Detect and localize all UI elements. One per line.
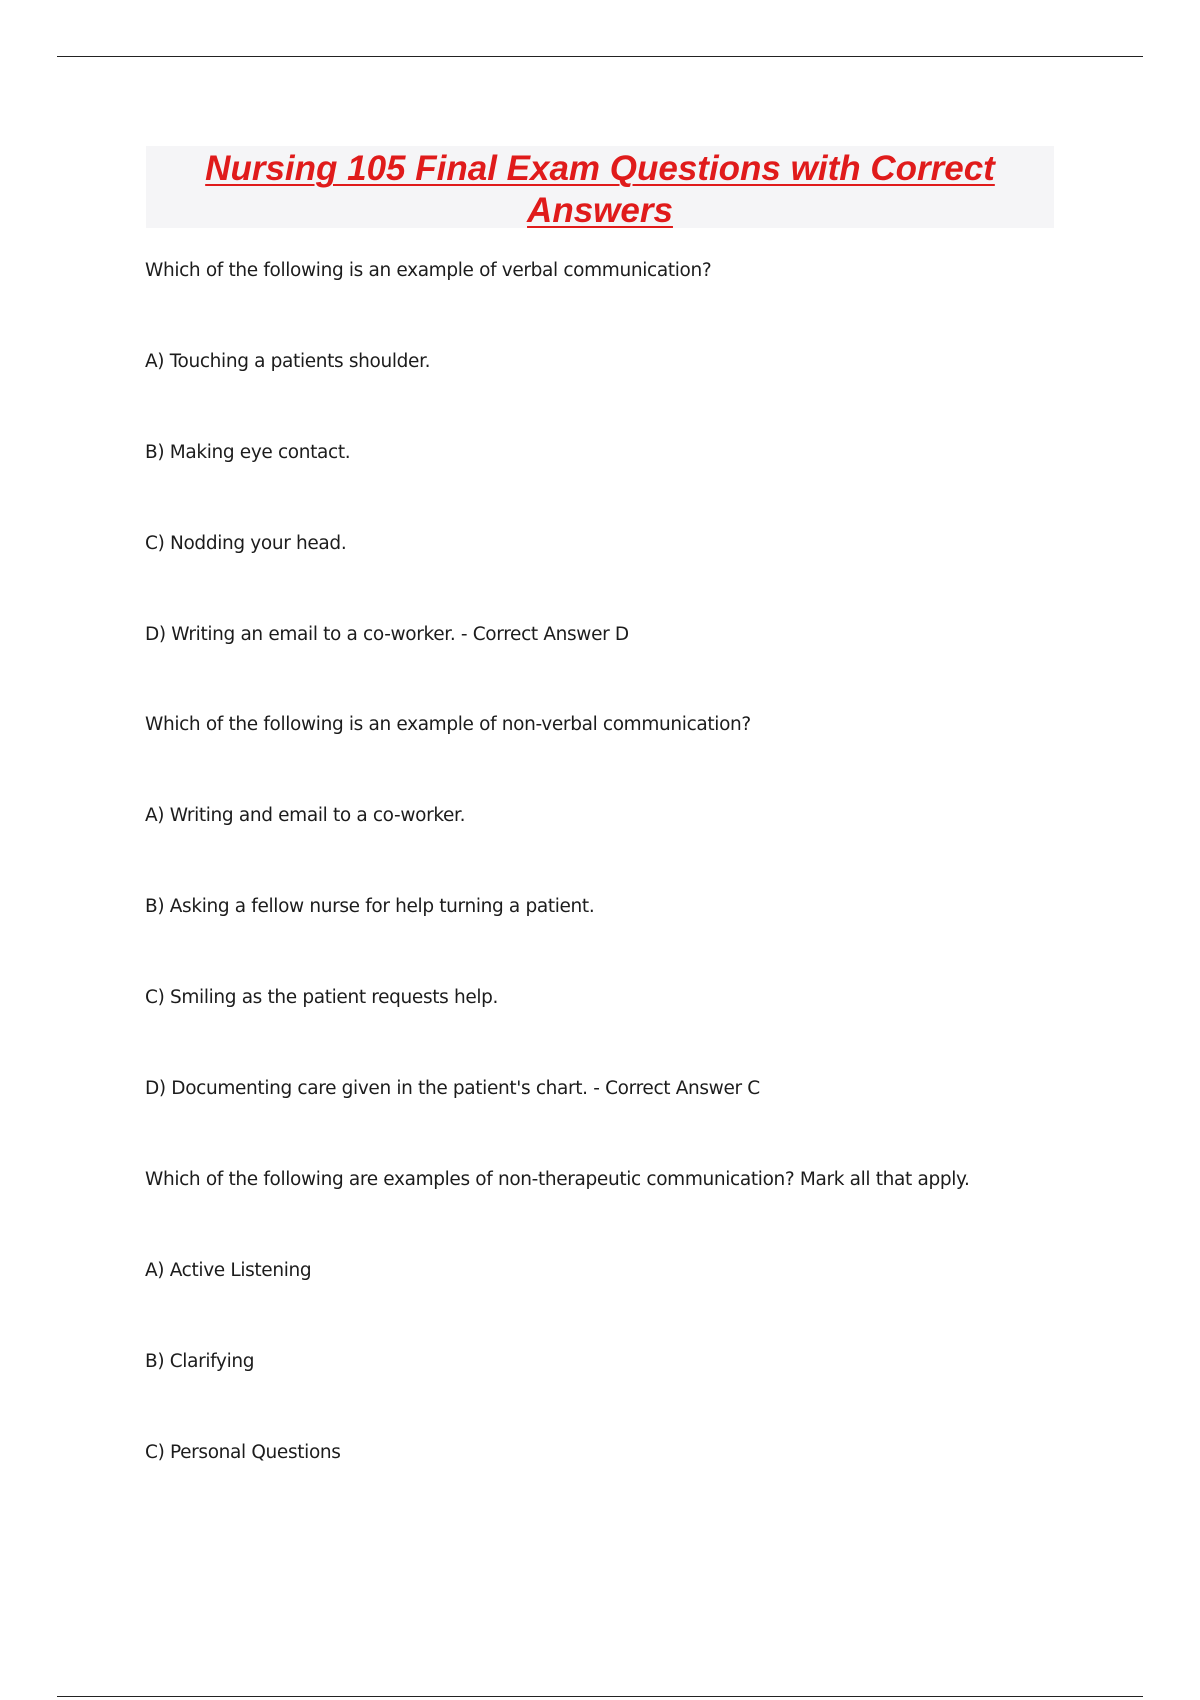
header-rule xyxy=(57,56,1143,57)
question-1-text: Which of the following is an example of verbal communication? xyxy=(145,260,712,281)
question-list xyxy=(145,252,1065,1524)
question-2-text: Which of the following is an example of non-verbal communication? xyxy=(145,714,751,736)
question-1-option-d-answer: D) Writing an email to a co-worker. - Correct Answer D xyxy=(145,623,629,645)
question-1-option-b: B) Making eye contact. xyxy=(145,441,351,463)
question-3-option-c: C) Personal Questions xyxy=(145,1441,341,1463)
document-title: Nursing 105 Final Exam Questions with Correct Answers xyxy=(205,149,995,230)
title-banner xyxy=(146,146,1054,228)
question-2-option-d-answer: D) Documenting care given in the patient's chart. - Correct Answer C xyxy=(145,1078,760,1100)
question-2-option-a: A) Writing and email to a co-worker. xyxy=(145,805,466,827)
question-1-option-a: A) Touching a patients shoulder. xyxy=(145,350,431,372)
question-3-option-b: B) Clarifying xyxy=(145,1350,255,1372)
question-3-text: Which of the following are examples of non-therapeutic communication? Mark all that apply. xyxy=(145,1168,970,1190)
question-2-option-b: B) Asking a fellow nurse for help turning a patient. xyxy=(145,896,595,918)
footer-rule xyxy=(57,1696,1143,1697)
question-2-option-c: C) Smiling as the patient requests help. xyxy=(145,987,499,1009)
question-1-option-c: C) Nodding your head. xyxy=(145,532,347,554)
question-3-option-a: A) Active Listening xyxy=(145,1259,312,1281)
